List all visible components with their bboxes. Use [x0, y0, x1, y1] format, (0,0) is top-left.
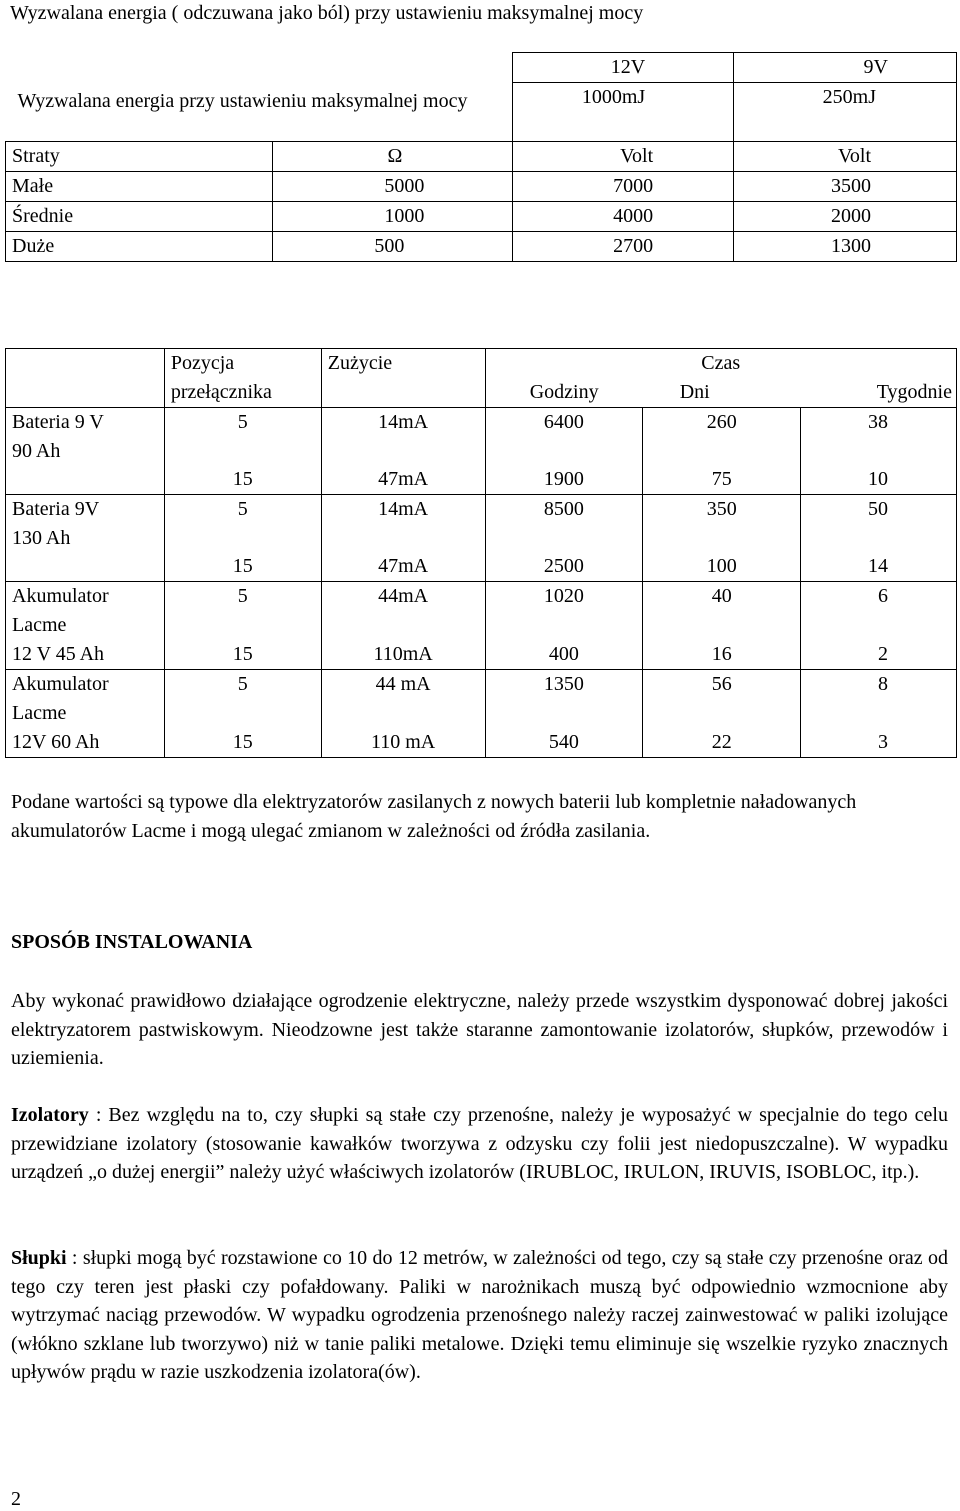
cell-weeks [801, 408, 957, 495]
value-top: 14mA [378, 411, 429, 433]
group-label [6, 495, 165, 582]
value-bottom: 16 [711, 643, 732, 665]
value-bottom: 22 [711, 731, 732, 753]
cell: Ω [272, 142, 513, 172]
table-row [6, 172, 957, 202]
value-bottom: 14 [868, 555, 888, 577]
table-row [6, 202, 957, 232]
value-top: 5 [237, 585, 248, 607]
spacer [328, 437, 479, 465]
cell-cons [321, 408, 485, 495]
value-top: 1350 [543, 673, 584, 695]
spacer [492, 699, 637, 728]
cell-hours [485, 408, 643, 495]
group-label [6, 670, 165, 758]
value-top: 50 [868, 498, 888, 520]
cell-days [643, 408, 801, 495]
value-bottom: 110mA [373, 643, 433, 665]
value-bottom: 100 [706, 555, 737, 577]
value-bottom: 2500 [543, 555, 584, 577]
group-label-line: 12V 60 Ah [12, 731, 100, 753]
table-row [6, 408, 957, 495]
value-bottom: 15 [232, 731, 253, 753]
value-bottom: 3 [878, 731, 888, 753]
group-label [6, 582, 165, 670]
value-top: 40 [711, 585, 732, 607]
cell: Volt [513, 142, 734, 172]
time-header: Czas [485, 349, 957, 379]
energy-12: 1000mJ [513, 83, 734, 113]
cell-pos [164, 408, 321, 495]
spacer [328, 699, 479, 728]
value-bottom: 47mA [378, 555, 429, 577]
group-label-line: Lacme [12, 614, 67, 636]
cell: 2000 [734, 202, 957, 232]
group-label-line: Akumulator [12, 673, 109, 695]
row-label: Średnie [6, 202, 273, 232]
table-row [6, 142, 957, 172]
value-top: 260 [706, 411, 737, 433]
value-top: 44 mA [375, 673, 431, 695]
value-top: 8500 [543, 498, 584, 520]
weeks-header: Tygodnie [801, 378, 957, 408]
days-header: Dni [643, 378, 801, 408]
value-bottom: 15 [232, 555, 253, 577]
value-top: 6400 [543, 411, 584, 433]
posts-label: Słupki [11, 1247, 67, 1269]
cell-weeks [801, 670, 957, 758]
table-row [6, 582, 957, 670]
energy-9: 250mJ [734, 83, 957, 113]
value-bottom: 15 [232, 643, 253, 665]
posts-paragraph [11, 1244, 948, 1387]
cell-weeks [801, 495, 957, 582]
cell: 1300 [734, 232, 957, 262]
cell: 3500 [734, 172, 957, 202]
value-top: 5 [237, 411, 248, 433]
cell-pos [164, 670, 321, 758]
cell-days [643, 582, 801, 670]
row-label: Małe [6, 172, 273, 202]
cell-cons [321, 670, 485, 758]
voltage-9: 9V [734, 53, 957, 83]
spacer [328, 524, 479, 552]
spacer [649, 699, 794, 728]
cell: 2700 [513, 232, 734, 262]
spacer [649, 611, 794, 640]
section-title: SPOSÓB INSTALOWANIA [11, 931, 253, 953]
group-label-line: Akumulator [12, 585, 109, 607]
cell: Volt [734, 142, 957, 172]
cell-cons [321, 582, 485, 670]
spacer [492, 611, 637, 640]
row-label: Straty [6, 142, 273, 172]
spacer [492, 437, 637, 465]
value-bottom: 110 mA [370, 731, 436, 753]
cell-hours [485, 582, 643, 670]
spacer-cell [513, 112, 734, 142]
value-top: 5 [237, 673, 248, 695]
note-paragraph: Podane wartości są typowe dla elektryzatorów zasilanych z nowych baterii lub kompletnie naładowanych akumulatorów Lacme i mogą ulegać zmianom w zależności od źródła zasilania. [11, 791, 857, 842]
spacer [171, 611, 315, 640]
value-top: 38 [868, 411, 888, 433]
table-row [6, 495, 957, 582]
cell-weeks [801, 582, 957, 670]
posts-text: : słupki mogą być rozstawione co 10 do 12 metrów, w zależności od tego, czy są stałe czy przenośne oraz od tego czy teren jest płaski czy pofałdowany. Paliki w narożnikach muszą być odpowiednio wzmocnione aby wytrzymać naciąg przewodów. W wypadku ogrodzenia przenośnego należy raczej zainwestować w paliki izolujące (włókno szklane lub tworzywo) niż w tanie paliki metalowe. Dzięki temu eliminuje się wszelkie ryzyko znacznych upływów prądu w razie uszkodzenia izolatora(ów). [11, 1247, 948, 1383]
group-label [6, 408, 165, 495]
energy-table-header-label: Wyzwalana energia przy ustawieniu maksymalnej mocy [6, 53, 513, 142]
value-top: 1020 [543, 585, 584, 607]
cell-pos [164, 495, 321, 582]
cell-pos [164, 582, 321, 670]
value-bottom: 75 [711, 468, 732, 490]
insulators-paragraph [11, 1101, 948, 1187]
value-top: 56 [711, 673, 732, 695]
value-bottom: 400 [548, 643, 579, 665]
cell-hours [485, 670, 643, 758]
page-heading: Wyzwalana energia ( odczuwana jako ból) przy ustawieniu maksymalnej mocy [10, 2, 644, 24]
cell-days [643, 495, 801, 582]
spacer [328, 611, 479, 640]
group-label-line: 90 Ah [12, 440, 61, 462]
group-label-line: Bateria 9V [12, 498, 100, 520]
cell: 1000 [272, 202, 513, 232]
cell: 500 [272, 232, 513, 262]
value-top: 5 [237, 498, 248, 520]
intro-paragraph: Aby wykonać prawidłowo działające ogrodzenie elektryczne, należy przede wszystkim dysponować dobrej jakości elektryzatorem pastwiskowym. Nieodzowne jest także staranne zamontowanie izolatorów, słupków, przewodów i uziemienia. [11, 990, 948, 1069]
cell-days [643, 670, 801, 758]
spacer [171, 699, 315, 728]
energy-table [5, 52, 957, 262]
spacer [807, 524, 888, 552]
value-bottom: 15 [232, 468, 253, 490]
position-header: Pozycja przełącznika [164, 349, 321, 408]
value-top: 6 [878, 585, 888, 607]
value-bottom: 2 [878, 643, 888, 665]
spacer-cell [734, 112, 957, 142]
hours-header: Godziny [485, 378, 643, 408]
value-top: 44mA [378, 585, 429, 607]
value-bottom: 1900 [543, 468, 584, 490]
group-label-line: Lacme [12, 702, 67, 724]
table-row [6, 670, 957, 758]
spacer [649, 524, 794, 552]
spacer [807, 611, 888, 640]
spacer [807, 437, 888, 465]
spacer [807, 699, 888, 728]
insulators-label: Izolatory [11, 1104, 89, 1126]
cell: 4000 [513, 202, 734, 232]
spacer [492, 524, 637, 552]
value-top: 14mA [378, 498, 429, 520]
page-number: 2 [11, 1488, 21, 1510]
value-bottom: 10 [868, 468, 888, 490]
battery-table [5, 348, 957, 758]
value-top: 8 [878, 673, 888, 695]
cell: 7000 [513, 172, 734, 202]
group-label-line: Bateria 9 V [12, 411, 104, 433]
cell-cons [321, 495, 485, 582]
corner-cell [6, 349, 165, 408]
row-label: Duże [6, 232, 273, 262]
spacer [171, 524, 315, 552]
table-row [6, 232, 957, 262]
group-label-line: 130 Ah [12, 527, 71, 549]
spacer [649, 437, 794, 465]
cell-hours [485, 495, 643, 582]
cell: 5000 [272, 172, 513, 202]
value-bottom: 540 [548, 731, 579, 753]
voltage-12: 12V [513, 53, 734, 83]
consumption-header: Zużycie [321, 349, 485, 408]
group-label-line: 12 V 45 Ah [12, 643, 105, 665]
value-top: 350 [706, 498, 737, 520]
spacer [171, 437, 315, 465]
insulators-text: : Bez względu na to, czy słupki są stałe czy przenośne, należy je wyposażyć w specjalnie do tego celu przewidziane izolatory (stosowanie kawałków tworzywa z odzysku czy folii jest niedopuszczalne). W wypadku urządzeń „o dużej energii” należy użyć właściwych izolatorów (IRUBLOC, IRULON, IRUVIS, ISOBLOC, itp.). [11, 1104, 948, 1183]
value-bottom: 47mA [378, 468, 429, 490]
